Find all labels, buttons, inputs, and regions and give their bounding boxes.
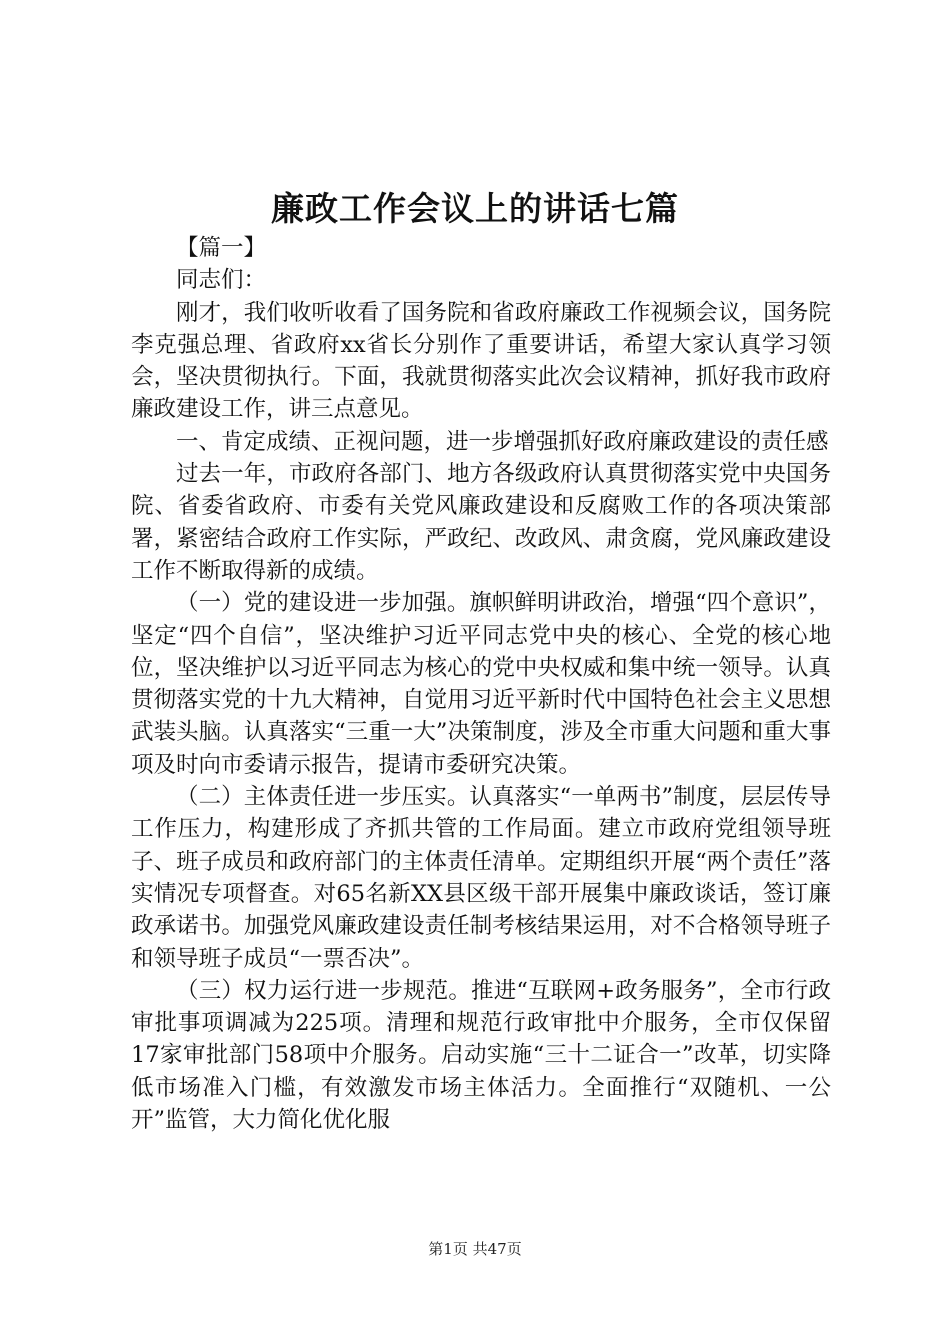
paragraph-power-operation: （三）权力运行进一步规范。推进“互联网+政务服务”，全市行政审批事项调减为225项。清理和规范行政审批中介服务，全市仅保留17家审批部门58项中介服务。启动实施“三十二证合一”改革，切实降低市场准入门槛，有效激发市场主体活力。全面推行“双随机、一公开”监管，大力简化优化服 bbox=[131, 977, 831, 1134]
paragraph-party-building: （一）党的建设进一步加强。旗帜鲜明讲政治，增强“四个意识”，坚定“四个自信”，坚决维护习近平同志党中央的核心、全党的核心地位，坚决维护以习近平同志为核心的党中央权威和集中统一领导。认真贯彻落实党的十九大精神，自觉用习近平新时代中国特色社会主义思想武装头脑。认真落实“三重一大”决策制度，涉及全市重大问题和重大事项及时向市委请示报告，提请市委研究决策。 bbox=[131, 590, 831, 778]
document-title: 廉政工作会议上的讲话七篇 bbox=[271, 189, 679, 228]
paragraph-intro: 刚才，我们收听收看了国务院和省政府廉政工作视频会议，国务院李克强总理、省政府xx省长分别作了重要讲话，希望大家认真学习领会，坚决贯彻执行。下面，我就贯彻落实此次会议精神，抓好我市政府廉政建设工作，讲三点意见。 bbox=[131, 299, 831, 423]
paragraph-responsibility: （二）主体责任进一步压实。认真落实“一单两书”制度，层层传导工作压力，构建形成了齐抓共管的工作局面。建立市政府党组领导班子、班子成员和政府部门的主体责任清单。定期组织开展“两个责任”落实情况专项督查。对65名新XX县区级干部开展集中廉政谈话，签订廉政承诺书。加强党风廉政建设责任制考核结果运用，对不合格领导班子和领导班子成员“一票否决”。 bbox=[131, 784, 831, 972]
section-heading-one: 一、肯定成绩、正视问题，进一步增强抓好政府廉政建设的责任感 bbox=[176, 428, 829, 455]
paragraph-review: 过去一年，市政府各部门、地方各级政府认真贯彻落实党中央国务院、省委省政府、市委有关党风廉政建设和反腐败工作的各项决策部署，紧密结合政府工作实际，严政纪、改政风、肃贪腐，党风廉政建设工作不断取得新的成绩。 bbox=[131, 461, 831, 584]
document-body bbox=[131, 232, 831, 1136]
salutation: 同志们： bbox=[176, 267, 267, 294]
section-heading-part-one: 【篇一】 bbox=[176, 235, 267, 261]
page-number: 第1页 共47页 bbox=[428, 1240, 522, 1258]
